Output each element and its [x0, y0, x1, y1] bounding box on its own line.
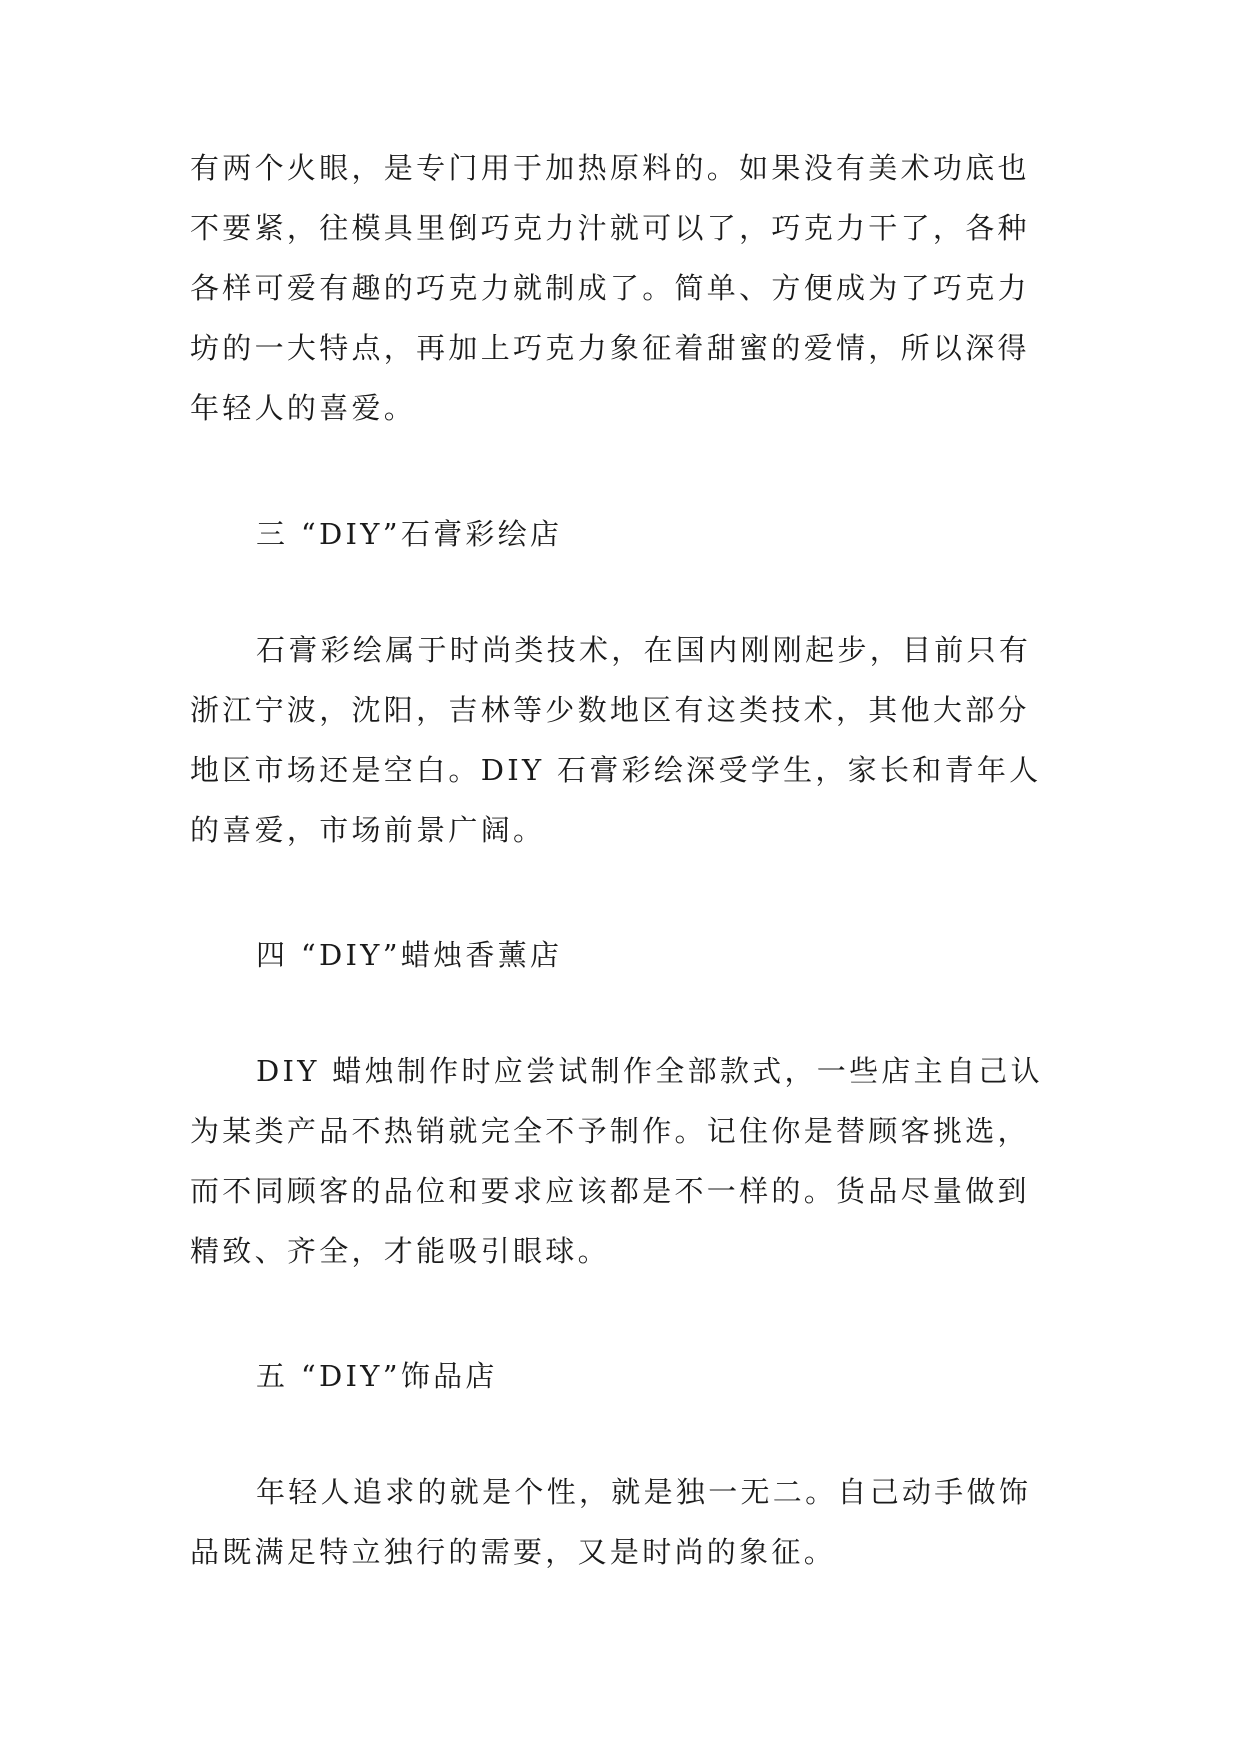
paragraph-line: 品既满足特立独行的需要，又是时尚的象征。 — [190, 1535, 837, 1569]
paragraph-accessories — [190, 1462, 1070, 1582]
paragraph-chocolate-workshop — [190, 138, 1070, 438]
section-heading-plaster-painting — [190, 504, 1136, 564]
paragraph-line: 浙江宁波，沈阳，吉林等少数地区有这类技术，其他大部分 — [190, 693, 1030, 727]
heading-text: 四 “DIY”蜡烛香薰店 — [256, 938, 563, 972]
paragraph-line: 不要紧，往模具里倒巧克力汁就可以了，巧克力干了，各种 — [190, 211, 1030, 245]
paragraph-plaster-painting — [190, 620, 1070, 860]
paragraph-line: 为某类产品不热销就完全不予制作。记住你是替顾客挑选， — [190, 1114, 1030, 1148]
paragraph-line: 地区市场还是空白。DIY 石膏彩绘深受学生，家长和青年人 — [190, 753, 1042, 787]
paragraph-line: 石膏彩绘属于时尚类技术，在国内刚刚起步，目前只有 — [256, 633, 1032, 667]
paragraph-line: 坊的一大特点，再加上巧克力象征着甜蜜的爱情，所以深得 — [190, 331, 1030, 365]
paragraph-line: 而不同顾客的品位和要求应该都是不一样的。货品尽量做到 — [190, 1174, 1030, 1208]
heading-text: 三 “DIY”石膏彩绘店 — [256, 517, 563, 551]
paragraph-line: 年轻人追求的就是个性，就是独一无二。自己动手做饰 — [256, 1475, 1032, 1509]
paragraph-line: 各样可爱有趣的巧克力就制成了。简单、方便成为了巧克力 — [190, 271, 1030, 305]
paragraph-line: 年轻人的喜爱。 — [190, 391, 417, 425]
paragraph-line: 有两个火眼，是专门用于加热原料的。如果没有美术功底也 — [190, 151, 1030, 185]
paragraph-line: 精致、齐全，才能吸引眼球。 — [190, 1234, 610, 1268]
paragraph-line: 的喜爱，市场前景广阔。 — [190, 813, 546, 847]
paragraph-candle-aroma — [190, 1041, 1070, 1281]
section-heading-accessories — [190, 1346, 1136, 1406]
paragraph-line: DIY 蜡烛制作时应尝试制作全部款式，一些店主自己认 — [256, 1054, 1043, 1088]
section-heading-candle-aroma — [190, 925, 1136, 985]
heading-text: 五 “DIY”饰品店 — [256, 1359, 498, 1393]
